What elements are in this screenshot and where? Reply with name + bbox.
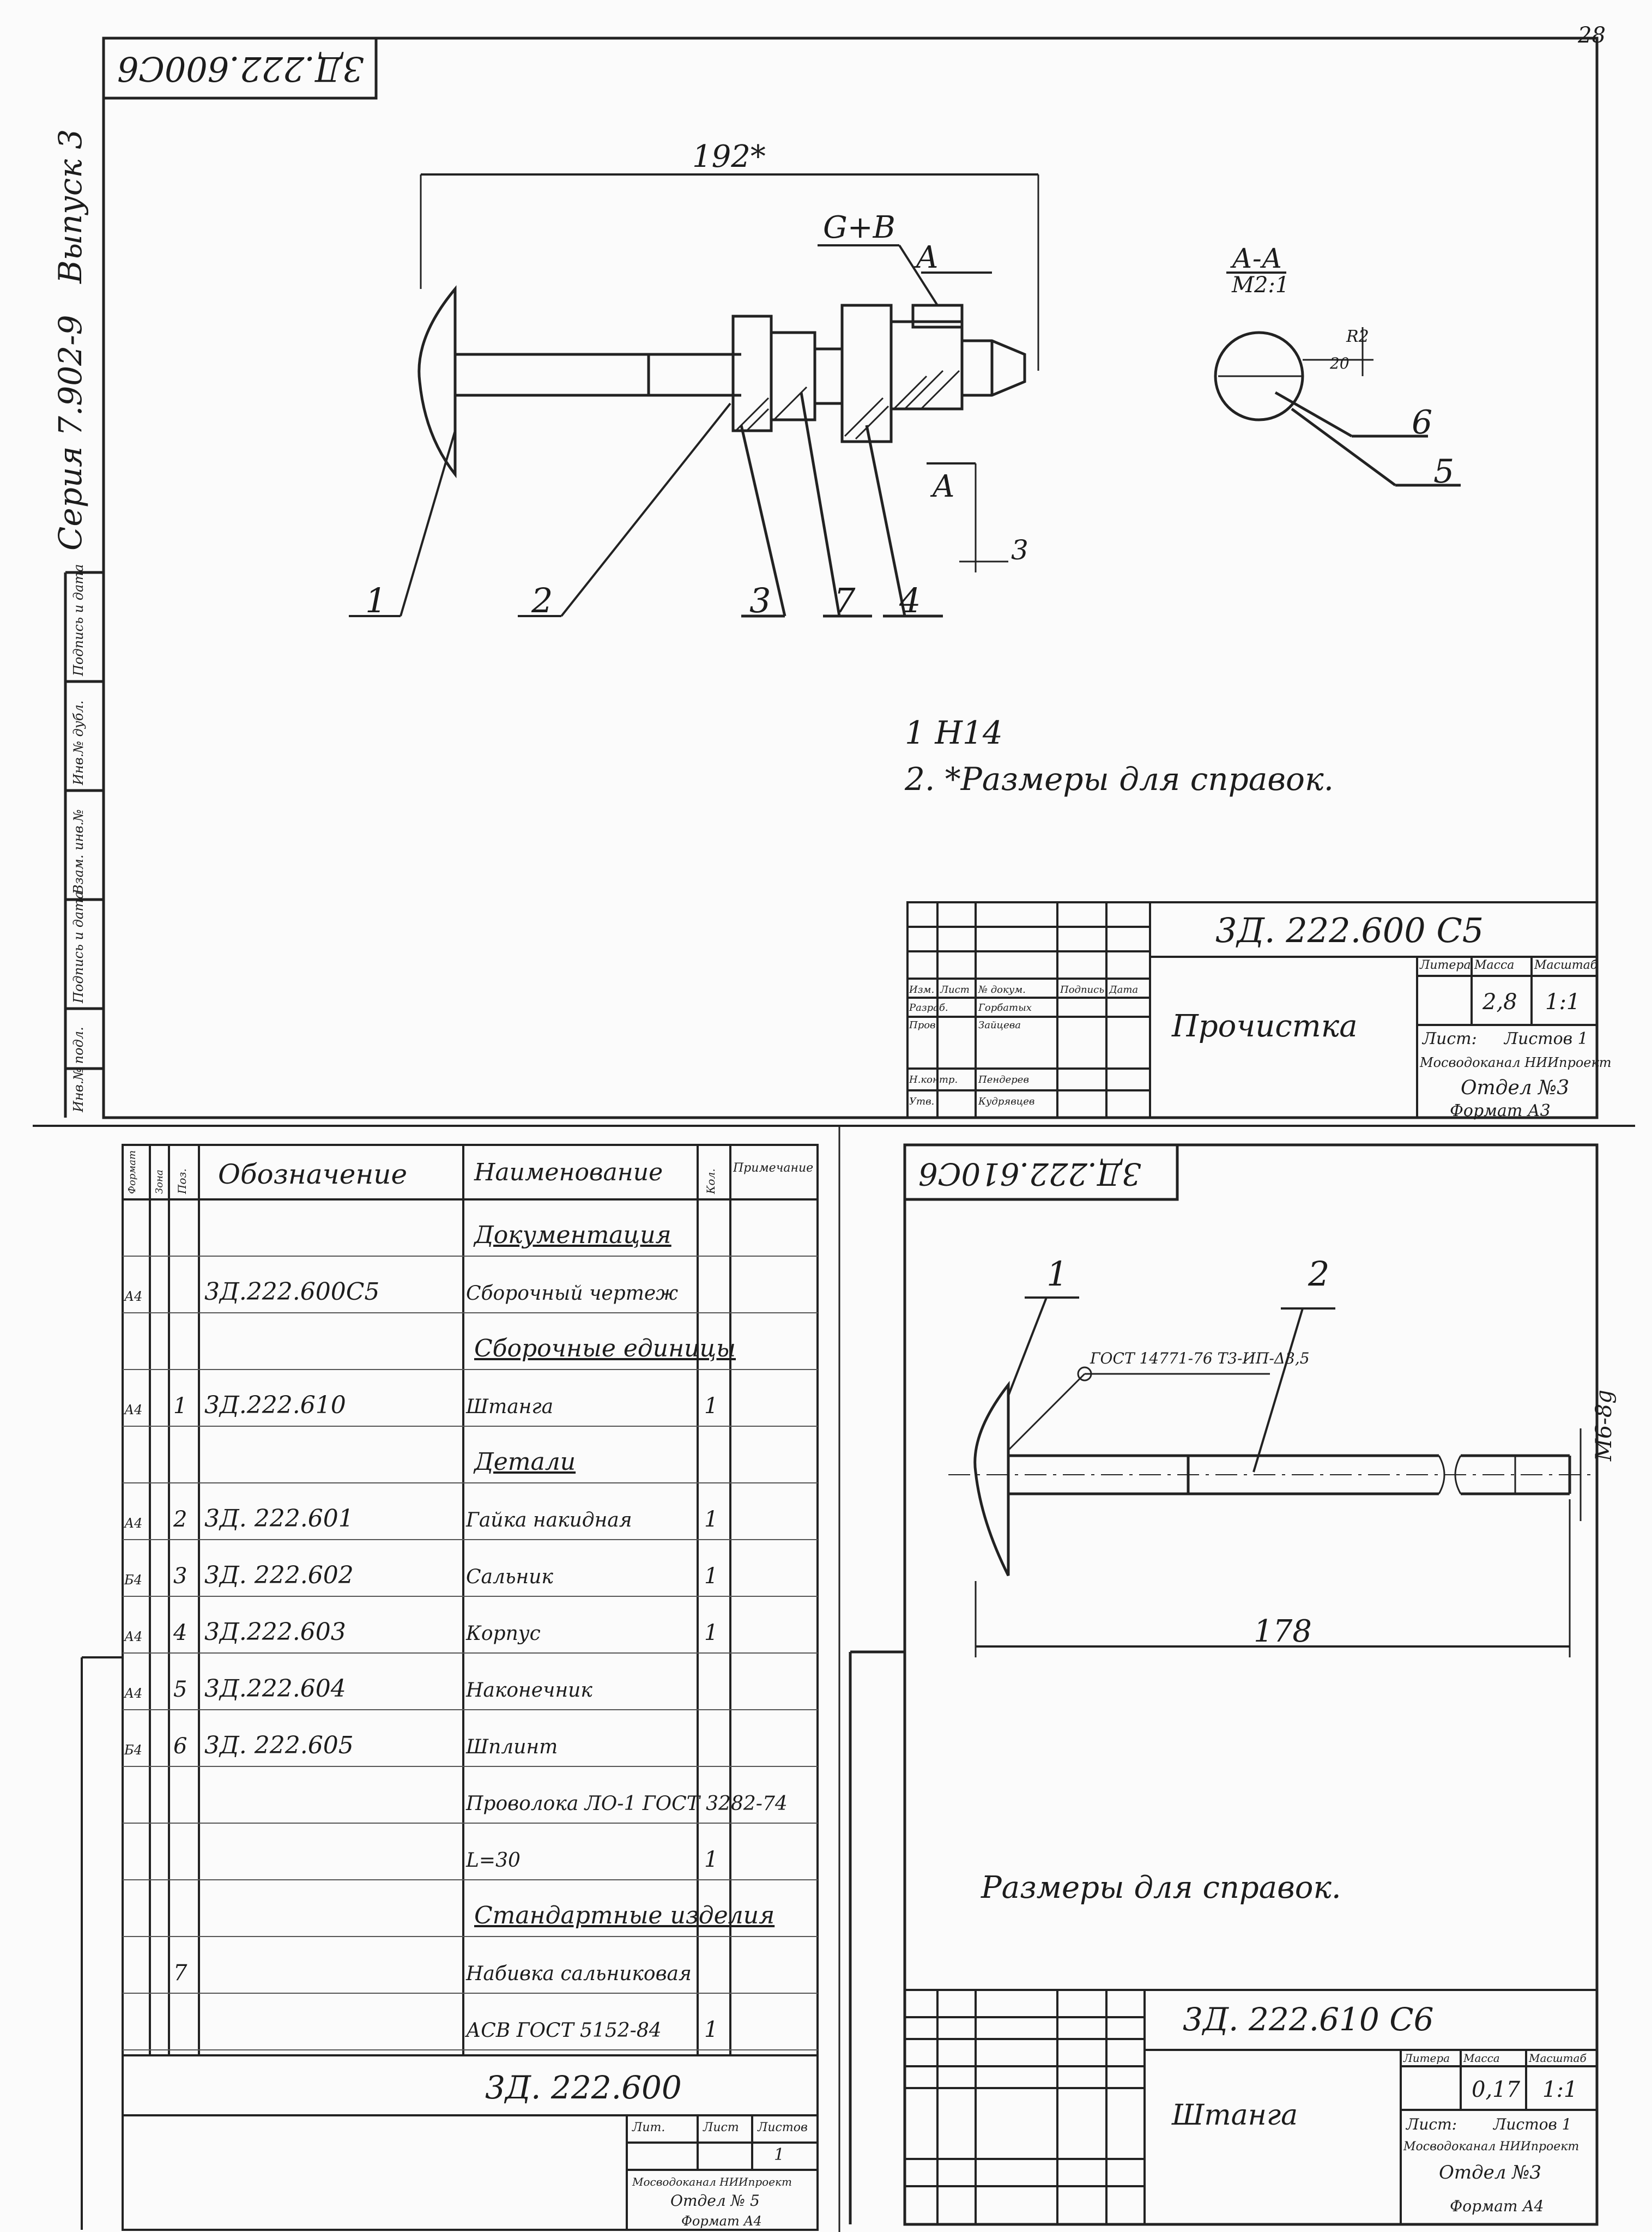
top-tb-org: Мосводоканал НИИпроект	[1420, 1055, 1612, 1070]
spec-cell-pos: 1	[173, 1394, 187, 1419]
note-2: 2. *Размеры для справок.	[905, 761, 1334, 798]
spec-cell-name: Документация	[474, 1221, 671, 1249]
dim-3: 3	[1011, 534, 1028, 566]
rod-tb-code: 3Д. 222.610 С6	[1183, 2001, 1434, 2038]
spec-cell-name: Сборочный чертеж	[466, 1282, 679, 1305]
spec-cell-code: 3Д. 222.602	[204, 1561, 354, 1589]
part-1: 1	[365, 581, 387, 620]
spec-sheet-hdr: Лист	[703, 2121, 739, 2134]
side-label-4: Подпись и дата	[71, 564, 86, 676]
spec-cell-name: Корпус	[466, 1622, 541, 1645]
spec-cell-name: Набивка сальниковая	[466, 1963, 692, 1985]
spec-sheets: 1	[774, 2145, 785, 2164]
page-number: 28	[1578, 23, 1606, 48]
rod-tb-sheets: Листов 1	[1493, 2115, 1572, 2133]
spec-cell-code: 3Д.222.604	[204, 1675, 346, 1703]
rod-tb-format: Формат А4	[1450, 2197, 1544, 2215]
section-radius: R2	[1346, 327, 1369, 346]
spec-cell-name: Наконечник	[466, 1679, 592, 1702]
top-tb-h4: Дата	[1109, 984, 1139, 996]
spec-cell-code: 3Д.222.610	[204, 1391, 346, 1419]
top-tb-name2: Пендерев	[978, 1074, 1029, 1085]
top-tb-dept: Отдел №3	[1461, 1077, 1570, 1099]
spec-cell-format: А4	[124, 1629, 143, 1644]
rod-tb-lit-hdr: Литера	[1403, 2052, 1450, 2065]
top-tb-scale: 1:1	[1545, 990, 1581, 1015]
series-label: Серия 7.902-9	[52, 315, 89, 551]
spec-lit-hdr: Лит.	[632, 2121, 665, 2134]
section-title: А-А	[1232, 243, 1282, 274]
rod-tb-org: Мосводоканал НИИпроект	[1403, 2140, 1580, 2153]
top-tb-role3: Утв.	[909, 1096, 935, 1107]
rod-tb-mass-hdr: Масса	[1463, 2052, 1500, 2065]
label-a-top: А	[916, 240, 939, 275]
top-tb-name: Прочистка	[1172, 1009, 1358, 1044]
top-tb-mass: 2,8	[1482, 990, 1517, 1015]
top-tb-lit-hdr: Литера	[1420, 958, 1471, 972]
spec-cell-name: Сальник	[466, 1566, 553, 1588]
top-tb-role2: Н.контр.	[909, 1074, 958, 1085]
spec-cell-pos: 3	[173, 1564, 187, 1589]
rod-part-2: 2	[1308, 1254, 1330, 1294]
side-label-3: Инв.№ дубл.	[71, 700, 86, 785]
top-tb-role0: Разраб.	[909, 1002, 948, 1014]
dim-192: 192*	[692, 139, 766, 174]
spec-hdr-format: Формат	[126, 1150, 138, 1194]
spec-cell-format: Б4	[124, 1572, 142, 1588]
spec-cell-name: L=30	[466, 1849, 521, 1872]
part-4: 4	[899, 581, 921, 620]
spec-hdr-pos: Поз.	[176, 1168, 189, 1194]
part-3: 3	[749, 581, 771, 620]
rod-tb-dept: Отдел №3	[1439, 2162, 1542, 2183]
spec-cell-qty: 1	[704, 2017, 718, 2042]
top-stamp-flipped: 3Д.222.600С6	[117, 49, 364, 89]
spec-cell-name: Детали	[474, 1448, 576, 1476]
rod-tb-scale-hdr: Масштаб	[1529, 2052, 1587, 2065]
side-label-2: Взам. инв.№	[71, 809, 86, 894]
spec-cell-pos: 2	[173, 1507, 187, 1532]
section-angle: 20	[1330, 354, 1350, 372]
spec-org: Мосводоканал НИИпроект	[632, 2175, 792, 2188]
spec-cell-name: Гайка накидная	[466, 1509, 632, 1531]
section-scale: М2:1	[1232, 273, 1290, 298]
spec-cell-code: 3Д.222.603	[204, 1618, 346, 1646]
top-tb-h2: № докум.	[978, 984, 1026, 996]
spec-cell-name: Сборочные единицы	[474, 1335, 736, 1362]
spec-table	[82, 1145, 818, 2230]
spec-cell-pos: 5	[173, 1677, 187, 1702]
spec-cell-pos: 6	[173, 1734, 187, 1759]
spec-cell-qty: 1	[704, 1847, 718, 1872]
top-tb-scale-hdr: Масштаб	[1534, 958, 1598, 972]
spec-cell-name: АСВ ГОСТ 5152-84	[466, 2019, 662, 2042]
spec-cell-qty: 1	[704, 1507, 718, 1532]
spec-cell-format: А4	[124, 1402, 143, 1417]
spec-hdr-note: Примечание	[733, 1161, 814, 1175]
rod-note: Размеры для справок.	[981, 1870, 1341, 1905]
spec-cell-code: 3Д. 222.605	[204, 1732, 354, 1759]
top-tb-role1: Пров.	[909, 1020, 939, 1031]
rod-dim-178: 178	[1254, 1614, 1312, 1649]
top-tb-h3: Подпись	[1060, 984, 1105, 996]
spec-cell-code: 3Д. 222.601	[204, 1505, 354, 1533]
spec-dept: Отдел № 5	[670, 2192, 760, 2210]
top-tb-code: 3Д. 222.600 С5	[1215, 910, 1484, 950]
spec-cell-name: Шплинт	[466, 1736, 558, 1758]
spec-cell-qty: 1	[704, 1564, 718, 1589]
rod-weld: ГОСТ 14771-76 Т3-ИП-Δ3,5	[1090, 1349, 1310, 1367]
section-part-5: 5	[1433, 453, 1455, 491]
spec-cell-name: Стандартные изделия	[474, 1902, 775, 1929]
top-tb-h0: Изм.	[909, 984, 935, 996]
spec-stamp: 3Д. 222.600	[485, 2069, 682, 2106]
rod-part-1: 1	[1046, 1254, 1068, 1294]
spec-cell-qty: 1	[704, 1620, 718, 1645]
spec-cell-format: А4	[124, 1686, 143, 1701]
top-tb-format: Формат А3	[1450, 1101, 1551, 1120]
section-view	[1215, 273, 1461, 485]
spec-cell-format: А4	[124, 1289, 143, 1304]
top-tb-name0: Горбатых	[978, 1002, 1032, 1014]
spec-hdr-zone: Зона	[154, 1169, 165, 1194]
spec-cell-name: Штанга	[466, 1396, 554, 1418]
spec-cell-format: А4	[124, 1516, 143, 1531]
side-label-1: Подпись и дата	[71, 891, 86, 1003]
spec-cell-code: 3Д.222.600С5	[204, 1278, 380, 1306]
issue-label: Выпуск 3	[52, 129, 89, 283]
spec-hdr-code: Обозначение	[218, 1159, 408, 1190]
top-tb-mass-hdr: Масса	[1474, 958, 1515, 972]
note-1: 1 Н14	[905, 714, 1003, 751]
top-tb-sheet: Лист:	[1423, 1029, 1477, 1048]
spec-hdr-name: Наименование	[474, 1159, 663, 1186]
rod-tb-mass: 0,17	[1472, 2077, 1521, 2102]
rod-stamp-flipped: 3Д.222.610С6	[918, 1156, 1142, 1191]
spec-format: Формат А4	[681, 2213, 762, 2229]
top-tb-name1: Зайцева	[978, 1020, 1021, 1031]
rod-tb-scale: 1:1	[1542, 2077, 1578, 2102]
side-label-0: Инв.№ подл.	[71, 1027, 86, 1112]
spec-cell-format: Б4	[124, 1742, 142, 1758]
label-gb: G+B	[823, 210, 895, 245]
label-a-bottom: А	[932, 469, 955, 504]
rod-tb-sheet: Лист:	[1406, 2115, 1457, 2133]
top-tb-name3: Кудрявцев	[978, 1096, 1035, 1107]
top-tb-sheets: Листов 1	[1504, 1029, 1588, 1048]
top-tb-h1: Лист	[940, 984, 970, 996]
spec-cell-name: Проволока ЛО-1 ГОСТ 3282-74	[466, 1793, 788, 1815]
section-part-6: 6	[1412, 403, 1433, 442]
part-2: 2	[531, 581, 553, 620]
spec-sheets-hdr: Листов	[758, 2121, 808, 2134]
spec-cell-pos: 7	[173, 1960, 187, 1986]
part-7: 7	[834, 581, 856, 620]
rod-thread: М6-8g	[1592, 1390, 1617, 1461]
spec-hdr-qty: Кол.	[704, 1168, 717, 1194]
spec-cell-qty: 1	[704, 1394, 718, 1419]
rod-tb-name: Штанга	[1172, 2099, 1298, 2132]
spec-cell-pos: 4	[173, 1620, 187, 1645]
